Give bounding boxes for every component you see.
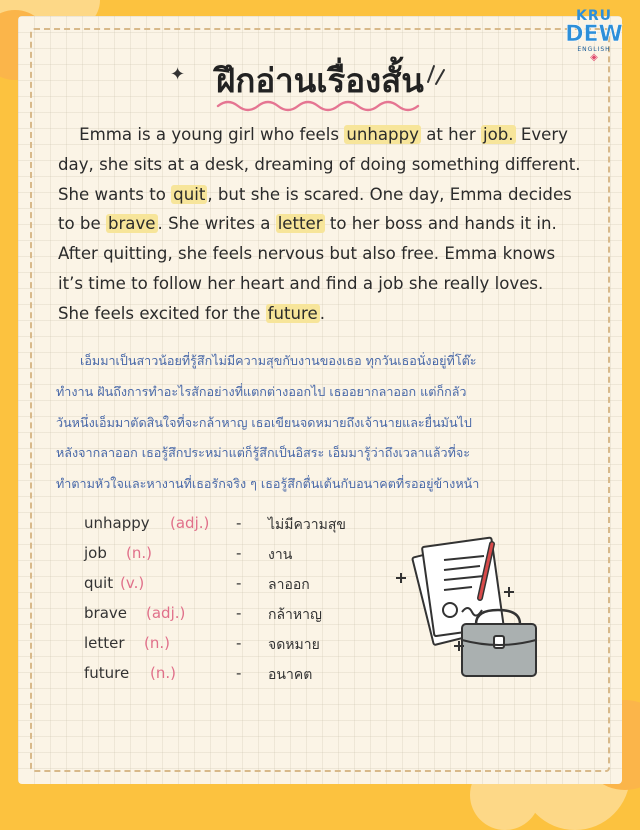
- story-line: [58, 180, 598, 210]
- vocab-row: [84, 514, 384, 544]
- vocab-dash: -: [236, 574, 242, 592]
- vocab-meaning: กล้าหาญ: [268, 607, 322, 623]
- page-title: ฝึกอ่านเรื่องสั้น: [216, 61, 424, 100]
- story-text: , but she is scared. One day, Emma decides: [207, 184, 572, 204]
- vocab-pos: (adj.): [170, 514, 210, 532]
- vocab-row: [84, 634, 384, 664]
- vocab-pos: (n.): [150, 664, 176, 682]
- thai-line: หลังจากลาออก เธอรู้สึกประหม่าแต่ก็รู้สึกเป็นอิสระ เอ็มมารู้ว่าถึงเวลาแล้วที่จะ: [56, 445, 471, 461]
- story-line: [58, 150, 598, 180]
- vocab-dash: -: [236, 544, 242, 562]
- story-text: Emma is a young girl who feels: [58, 125, 345, 144]
- highlighted-word: job.: [482, 125, 514, 144]
- highlighted-word: letter: [277, 214, 323, 234]
- brand-line3: ENGLISH: [577, 46, 611, 53]
- story-text: day, she sits at a desk, dreaming of doing something different.: [58, 154, 581, 174]
- vocab-word: quit: [84, 574, 114, 592]
- thai-line: ทำตามหัวใจและหางานที่เธอรักจริง ๆ เธอรู้สึกตื่นเต้นกับอนาคตที่รออยู่ข้างหน้า: [56, 476, 480, 492]
- vocab-row: [84, 604, 384, 634]
- story-text: at her: [420, 125, 481, 144]
- vocab-word: unhappy: [84, 514, 150, 532]
- story-text: it’s time to follow her heart and find a job she really loves.: [58, 273, 544, 293]
- story-text: to be: [58, 214, 106, 234]
- thai-translation: [56, 346, 604, 500]
- highlighted-word: quit: [173, 184, 206, 204]
- vocab-pos: (v.): [120, 574, 145, 592]
- highlighted-word: future: [267, 303, 318, 323]
- vocabulary-list: [84, 514, 384, 694]
- highlighted-word: unhappy: [346, 125, 419, 144]
- story-text: She feels excited for the: [58, 303, 266, 323]
- vocab-word: brave: [84, 604, 127, 622]
- vocab-meaning: ไม่มีความสุข: [268, 517, 346, 533]
- page-title-block: [170, 48, 470, 118]
- vocab-dash: -: [236, 514, 242, 532]
- vocab-pos: (adj.): [146, 604, 186, 622]
- story-line: [58, 239, 598, 269]
- english-story: [58, 120, 598, 329]
- vocab-pos: (n.): [144, 634, 170, 652]
- story-text: She wants to: [58, 184, 172, 204]
- brand-line2: DEW: [565, 22, 623, 47]
- vocab-meaning: ลาออก: [268, 577, 310, 593]
- highlighted-word: brave: [107, 214, 156, 234]
- vocab-word: letter: [84, 634, 125, 652]
- vocab-row: [84, 544, 384, 574]
- vocab-meaning: อนาคต: [268, 667, 313, 683]
- thai-line: วันหนึ่งเอ็มมาตัดสินใจที่จะกล้าหาญ เธอเขียนจดหมายถึงเจ้านายและยื่นมันไป: [56, 414, 472, 430]
- brand-line1: KRU: [576, 8, 612, 24]
- story-line: [58, 209, 598, 239]
- vocab-dash: -: [236, 634, 242, 652]
- story-text: Every: [515, 125, 568, 144]
- illustration: [392, 528, 562, 688]
- story-line: [58, 269, 598, 299]
- vocab-word: job: [84, 544, 107, 562]
- story-line: [58, 120, 598, 150]
- story-text: .: [319, 303, 325, 323]
- vocab-dash: -: [236, 664, 242, 682]
- story-text: . She writes a: [157, 214, 276, 234]
- vocab-row: [84, 664, 384, 694]
- thai-line: เอ็มมาเป็นสาวน้อยที่รู้สึกไม่มีความสุขกับงานของเธอ ทุกวันเธอนั่งอยู่ที่โต๊ะ: [56, 353, 477, 368]
- squiggle-underline: [216, 98, 436, 114]
- vocab-row: [84, 574, 384, 604]
- vocab-pos: (n.): [126, 544, 152, 562]
- vocab-meaning: จดหมาย: [268, 637, 320, 653]
- bowtie-icon: ◈: [590, 52, 598, 63]
- vocab-dash: -: [236, 604, 242, 622]
- accent-marks-icon: [422, 60, 452, 90]
- vocab-word: future: [84, 664, 130, 682]
- story-text: After quitting, she feels nervous but also free. Emma knows: [58, 244, 556, 264]
- vocab-meaning: งาน: [268, 547, 293, 563]
- sparkle-icon: ✦: [170, 64, 186, 85]
- thai-line: ทำงาน ฝันถึงการทำอะไรสักอย่างที่แตกต่างออกไป เธออยากลาออก แต่ก็กลัว: [56, 383, 467, 399]
- brand-logo: [556, 8, 632, 78]
- story-line: [58, 299, 598, 329]
- story-text: to her boss and hands it in.: [324, 214, 557, 234]
